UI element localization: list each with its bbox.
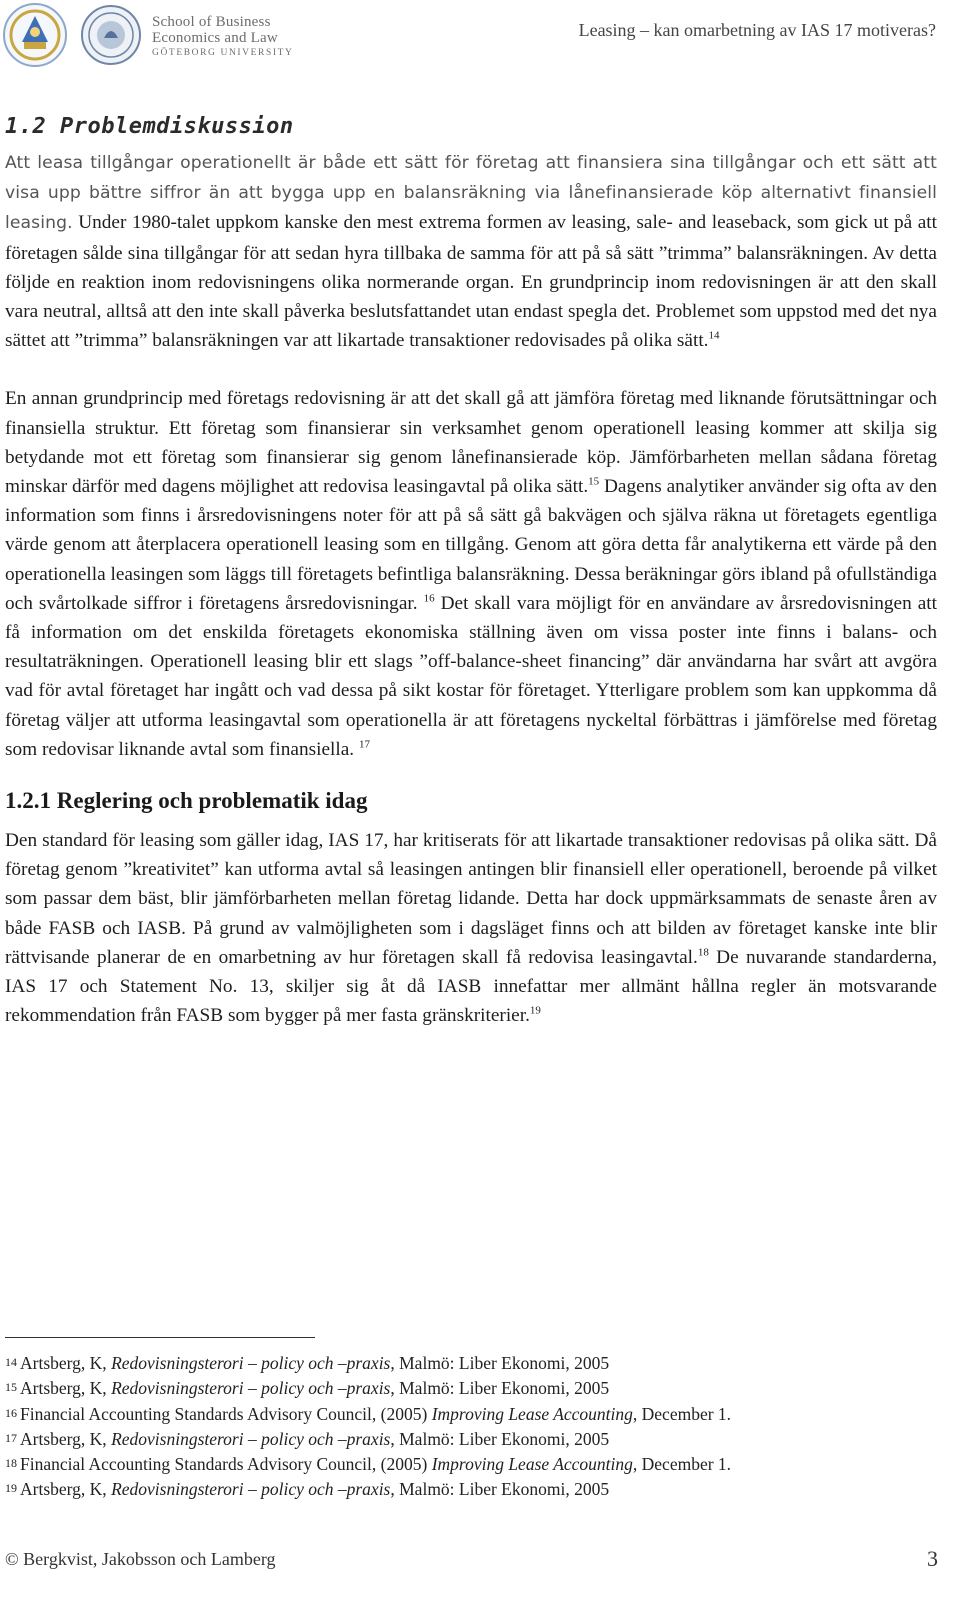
footnotes	[5, 1350, 935, 1502]
footnote-text: , December 1.	[632, 1454, 732, 1475]
subsection-title: 1.2.1 Reglering och problematik idag	[5, 788, 368, 814]
footnote-number: 16	[5, 1405, 17, 1420]
footnote-ref: 14	[708, 329, 720, 342]
paragraph	[5, 384, 937, 764]
page-header	[0, 0, 960, 72]
footnote-title: Improving Lease Accounting	[431, 1403, 633, 1424]
footnote-title: Redovisningsterori – policy och –praxis	[111, 1378, 391, 1399]
footnote	[5, 1375, 935, 1400]
footnote-text: , Malmö: Liber Ekonomi, 2005	[390, 1353, 610, 1373]
paragraph-text: Den standard för leasing som gäller idag, IAS 17, har kritiserats för att likartade transaktioner redovisas på olika sätt. Då företag genom ”kreativitet” kan utforma avtal så leasingen antingen blir finansiell eller operationell, beroende på vilket som passar dem bäst, blir jämförbarheten mellan företag lidande. Detta har dock uppmärksammats de senaste åren av både FASB och IASB. På grund av valmöjligheten som i dagsläget finns och att bilden av företaget kanske inte blir rättvisande planerar de en omarbetning av hur företagen skall få redovisa leasingavtal.	[5, 830, 937, 968]
footer-authors: © Bergkvist, Jakobsson och Lamberg	[5, 1549, 276, 1569]
footnote-title: Improving Lease Accounting	[431, 1454, 633, 1475]
footnote-number: 18	[5, 1456, 17, 1471]
footnote-ref: 19	[529, 1004, 541, 1017]
school-emblem-logo	[80, 4, 142, 66]
paragraph-text: En annan grundprincip med företags redovisning är att det skall gå att jämföra företag med liknande förutsättningar och finansiella struktur. Ett företag som finansierar sin verksamhet genom operationell leasing kommer att skilja sig betydande mot ett företag som finansierar sig genom lånefinansierade köp. Jämförbarheten mellan sådana företag minskar därför med dagens möjlighet att redovisa leasingavtal på olika sätt.	[5, 388, 937, 498]
paragraph	[5, 826, 937, 1030]
footnote-text: Artsberg, K,	[20, 1479, 112, 1500]
paragraph-text: Det skall vara möjligt för en användare av årsredovisningen att få information om det enskilda företagets ekonomiska ställning även om vissa poster inte finns i balans- och resultaträkningen. Operationell leasing blir ett slags ”off-balance-sheet financing” där användarna har svårt att avgöra vad för avtal företaget har ingått och vad dessa på sikt kostar för företaget. Ytterligare problem som kan uppkomma då företag väljer att utforma leasingavtal som operationella är att företagens nyckeltal förbättras i jämförelse med företag som redovisar liknande avtal som finansiella.	[5, 592, 937, 760]
paragraph	[5, 148, 937, 355]
paragraph-text: Att leasa tillgångar operationellt är både ett sätt för företag att finansiera sina tillgångar och ett sätt att visa upp bättre siffror än att bygga upp en balansräkning via lånefinansierade köp alternativt finansiell leasing.	[5, 153, 937, 234]
footnote-text: Financial Accounting Standards Advisory Council, (2005)	[20, 1454, 432, 1475]
footnote-ref: 17	[358, 738, 370, 751]
footnote	[5, 1350, 935, 1375]
footnote-text: Artsberg, K,	[20, 1353, 112, 1373]
footnote	[5, 1401, 935, 1426]
footnote-number: 15	[5, 1380, 17, 1395]
running-title: Leasing – kan omarbetning av IAS 17 motiveras?	[578, 20, 936, 40]
footnote-ref: 18	[697, 946, 709, 959]
school-name-line2: Economics and Law	[152, 30, 278, 46]
footnote-text: Financial Accounting Standards Advisory Council, (2005)	[20, 1403, 432, 1424]
school-name-line3: GÖTEBORG UNIVERSITY	[152, 48, 294, 58]
section-title: 1.2 Problemdiskussion	[5, 114, 294, 139]
university-seal-logo	[2, 2, 68, 68]
footnote	[5, 1476, 935, 1501]
footnote-text: , Malmö: Liber Ekonomi, 2005	[390, 1428, 610, 1449]
footnote-text: , December 1.	[632, 1403, 732, 1424]
school-name	[152, 14, 294, 60]
school-name-line1: School of Business	[152, 14, 271, 30]
footnote-divider	[5, 1337, 315, 1338]
footnote-ref: 16	[423, 592, 435, 605]
paragraph-text: De nuvarande standarderna, IAS 17 och Statement No. 13, skiljer sig åt då IASB innefattar mer allmänt hållna regler än motsvarande rekommendation från FASB som bygger på mer fasta gränskriterier.	[5, 946, 937, 1027]
page-number: 3	[927, 1546, 938, 1571]
footnote-text: , Malmö: Liber Ekonomi, 2005	[390, 1378, 610, 1399]
footnote-title: Redovisningsterori – policy och –praxis	[111, 1353, 391, 1373]
footnote-number: 14	[5, 1355, 17, 1369]
footnote-text: Artsberg, K,	[20, 1378, 112, 1399]
footnote	[5, 1451, 935, 1476]
footnote	[5, 1426, 935, 1451]
paragraph-text: Dagens analytiker använder sig ofta av den information som finns i årsredovisningens noter för att på så sätt gå bakvägen och själva räkna ut företagets egentliga värde genom att återplacera operationell leasing som en tillgång. Genom att göra detta får analytikerna ett värde på den operationella leasingen som läggs till företagets befintliga balansräkning. Dessa beräkningar görs ibland på ofullständiga och svårtolkade siffror i företagens årsredovisningar.	[5, 476, 937, 614]
footnote-text: Artsberg, K,	[20, 1428, 112, 1449]
footnote-title: Redovisningsterori – policy och –praxis	[111, 1479, 391, 1500]
footnote-title: Redovisningsterori – policy och –praxis	[111, 1428, 391, 1449]
main-content	[5, 112, 937, 1030]
footnote-text: , Malmö: Liber Ekonomi, 2005	[390, 1479, 610, 1500]
footnote-ref: 15	[588, 475, 600, 488]
footnote-number: 19	[5, 1481, 17, 1496]
footnote-number: 17	[5, 1430, 17, 1445]
paragraph-text: Under 1980-talet uppkom kanske den mest extrema formen av leasing, sale- and leaseback, som gick ut på att företagen sålde sina tillgångar för att sedan hyra tillbaka de samma för att på så sätt ”trimma” balansräkningen. Av detta följde en reaktion inom redovisningens olika normerande organ. En grundprincip inom redovisningen är att den skall vara neutral, alltså att den inte skall påverka beslutsfattandet utan endast spegla det. Problemet som uppstod med det nya sättet att ”trimma” balansräkningen var att likartade transaktioner redovisades på olika sätt.	[5, 212, 937, 352]
